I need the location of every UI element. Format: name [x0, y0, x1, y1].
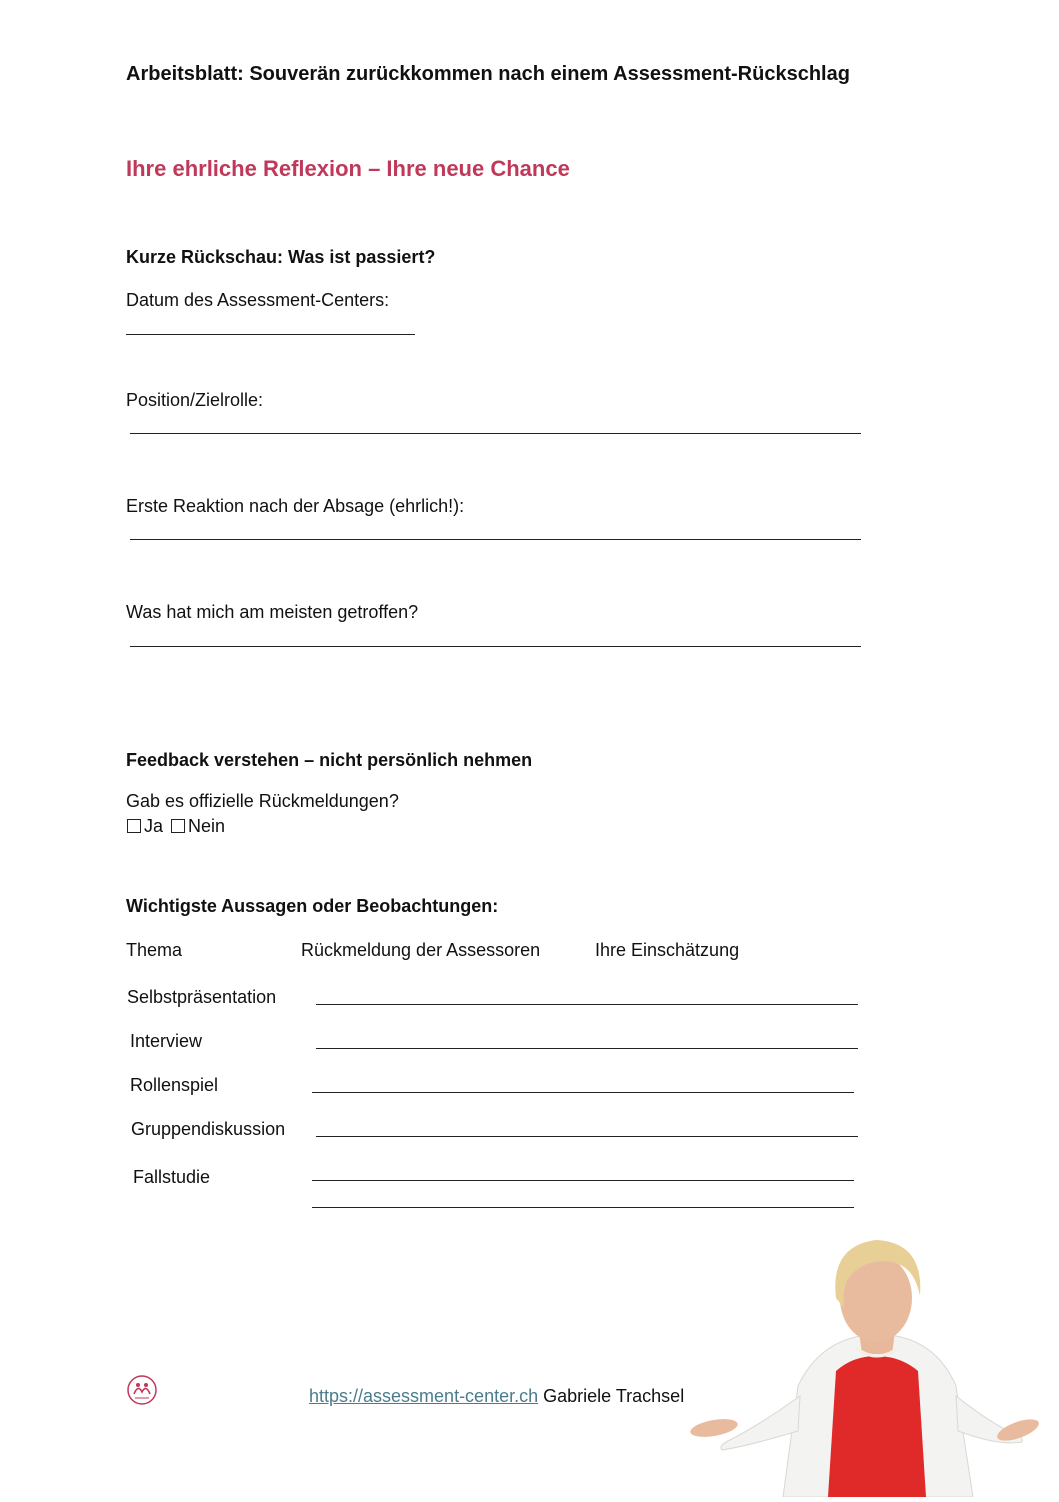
- author-photo: [688, 1236, 1048, 1497]
- label-position: Position/Zielrolle:: [126, 390, 264, 410]
- footer: [309, 1386, 684, 1407]
- label-hit: Was hat mich am meisten getroffen?: [126, 602, 419, 622]
- feedback-options: [127, 816, 225, 837]
- logo-icon: [126, 1374, 158, 1406]
- column-header-topic: Thema: [126, 940, 183, 960]
- table-row-label: Interview: [130, 1031, 203, 1051]
- table-row-input-line-extra[interactable]: [312, 1207, 854, 1208]
- table-row-input-line[interactable]: [312, 1092, 854, 1093]
- table-row-input-line[interactable]: [316, 1048, 858, 1049]
- section-heading-feedback: Feedback verstehen – nicht persönlich nehmen: [126, 750, 533, 770]
- label-reaction: Erste Reaktion nach der Absage (ehrlich!):: [126, 496, 465, 516]
- website-link[interactable]: https://assessment-center.ch: [309, 1386, 539, 1406]
- page-title: Arbeitsblatt: Souverän zurückkommen nach einem Assessment-Rückschlag: [126, 63, 850, 85]
- table-row-input-line[interactable]: [316, 1136, 858, 1137]
- label-no: Nein: [188, 816, 226, 836]
- author-name: Gabriele Trachsel: [543, 1386, 685, 1406]
- table-row-label: Fallstudie: [133, 1167, 211, 1187]
- section-heading-observations: Wichtigste Aussagen oder Beobachtungen:: [126, 896, 499, 916]
- table-row-label: Gruppendiskussion: [131, 1119, 286, 1139]
- reaction-input-line[interactable]: [130, 539, 861, 540]
- table-row-label: Selbstpräsentation: [127, 987, 277, 1007]
- hit-input-line[interactable]: [130, 646, 861, 647]
- page-subtitle: Ihre ehrliche Reflexion – Ihre neue Chance: [126, 156, 570, 181]
- label-yes: Ja: [144, 816, 164, 836]
- checkbox-yes[interactable]: [127, 819, 141, 833]
- column-header-self-assessment: Ihre Einschätzung: [595, 940, 740, 960]
- section-heading-review: Kurze Rückschau: Was ist passiert?: [126, 247, 436, 267]
- position-input-line[interactable]: [130, 433, 861, 434]
- date-input-line[interactable]: [126, 334, 415, 335]
- table-row-label: Rollenspiel: [130, 1075, 219, 1095]
- column-header-assessor-feedback: Rückmeldung der Assessoren: [301, 940, 541, 960]
- feedback-question: Gab es offizielle Rückmeldungen?: [126, 791, 399, 811]
- table-row-input-line[interactable]: [312, 1180, 854, 1181]
- checkbox-no[interactable]: [171, 819, 185, 833]
- table-row-input-line[interactable]: [316, 1004, 858, 1005]
- label-date: Datum des Assessment-Centers:: [126, 290, 390, 310]
